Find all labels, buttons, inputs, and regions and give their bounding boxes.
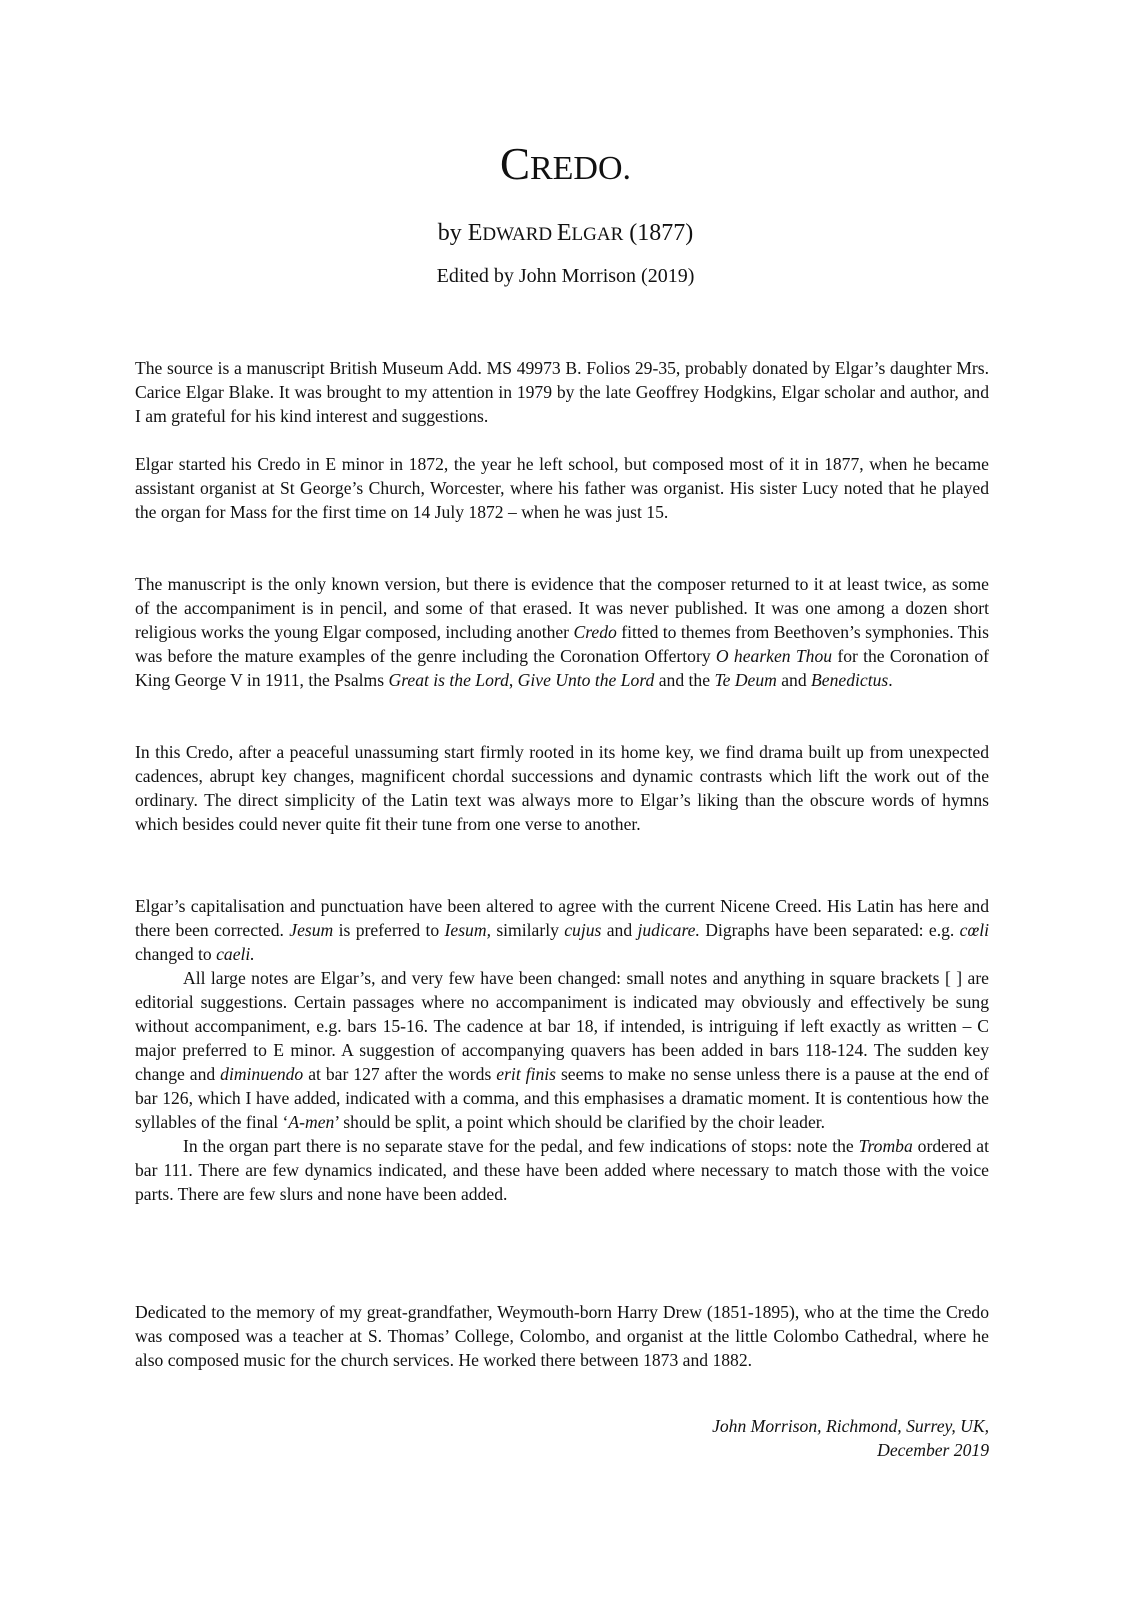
text-run: is preferred to bbox=[333, 920, 445, 940]
italic-title: Benedictus bbox=[811, 670, 889, 690]
text-run: and bbox=[601, 920, 638, 940]
italic-word: cœli bbox=[959, 920, 989, 940]
paragraph-text bbox=[135, 572, 989, 692]
paragraph-dedication bbox=[135, 1300, 989, 1372]
text-run: All large notes are Elgar’s, and very few have been changed: small notes and anything in square brackets [ ] are editorial suggestions. Certain passages where no accompaniment is indicated may obviously and effectively be sung without accompaniment, e.g. bars 15-16. The cadence at bar 18, if intended, is intriguing if left exactly as written – C major preferred to E minor. A suggestion of accompanying quavers has been added in bars 118-124. The sudden key change and bbox=[135, 968, 989, 1084]
text-run: for the Coronation of King George V in 1911, the Psalms bbox=[135, 646, 990, 690]
paragraph-text bbox=[135, 966, 989, 1134]
text-run: at bar 127 after the words bbox=[303, 1064, 497, 1084]
italic-word: judicare. bbox=[637, 920, 700, 940]
text-run: changed to bbox=[135, 944, 217, 964]
byline-first-initial: E bbox=[467, 220, 483, 246]
text-run: Digraphs have been separated: e.g. bbox=[699, 920, 960, 940]
text-run: , bbox=[508, 670, 518, 690]
italic-title: Great is the Lord bbox=[388, 670, 509, 690]
text-run: . bbox=[888, 670, 893, 690]
paragraph-text: Elgar started his Credo in E minor in 1872, the year he left school, but composed most of it in 1877, when he became assistant organist at St George’s Church, Worcester, where his father was organist. His sister Lucy noted that he played the organ for Mass for the first time on 14 July 1872 – when he was just 15. bbox=[135, 454, 989, 522]
text-run: In the organ part there is no separate stave for the pedal, and few indications of stops: note the bbox=[183, 1136, 859, 1156]
italic-word: cujus bbox=[564, 920, 602, 940]
italic-title: Te Deum bbox=[714, 670, 777, 690]
italic-title: Credo bbox=[573, 622, 617, 642]
italic-word: Iesum, bbox=[444, 920, 491, 940]
paragraph-analysis bbox=[135, 740, 989, 836]
italic-word: diminuendo bbox=[220, 1064, 304, 1084]
byline-first-rest: DWARD bbox=[482, 224, 557, 245]
title-rest: REDO. bbox=[529, 150, 632, 187]
text-run: fitted to themes from Beethoven’s symphonies. This was before the mature examples of the genre including the Coronation Offertory bbox=[135, 622, 989, 666]
italic-word: A-men bbox=[288, 1112, 335, 1132]
text-run: ’ should be split, a point which should be clarified by the choir leader. bbox=[334, 1112, 826, 1132]
byline-last-rest: LGAR bbox=[571, 224, 624, 245]
document-title bbox=[0, 138, 1131, 195]
paragraph-history bbox=[135, 452, 989, 524]
signature-date: December 2019 bbox=[877, 1440, 989, 1460]
text-run: and bbox=[776, 670, 812, 690]
paragraph-text: Dedicated to the memory of my great-grandfather, Weymouth-born Harry Drew (1851-1895), who at the time the Credo was composed was a teacher at S. Thomas’ College, Colombo, and organist at the little Colombo Cathedral, where he also composed music for the church services. He worked there between 1873 and 1882. bbox=[135, 1302, 989, 1370]
paragraph-text bbox=[135, 894, 989, 966]
title-initial: C bbox=[499, 139, 530, 189]
italic-word: Tromba bbox=[858, 1136, 913, 1156]
composer-byline bbox=[0, 218, 1131, 250]
editor-line: Edited by John Morrison (2019) bbox=[436, 265, 695, 287]
text-run: The manuscript is the only known version, but there is evidence that the composer returned to it at least twice, as some of the accompaniment is in pencil, and some of that erased. It was never published. It was one among a dozen short religious works the young Elgar composed, including another bbox=[135, 574, 989, 642]
text-run: and the bbox=[654, 670, 715, 690]
italic-word: Jesum bbox=[289, 920, 334, 940]
italic-word: caeli. bbox=[216, 944, 255, 964]
italic-title: O hearken Thou bbox=[715, 646, 833, 666]
byline-last-initial: E bbox=[556, 220, 572, 246]
text-run: similarly bbox=[490, 920, 565, 940]
byline-prefix: by bbox=[437, 220, 468, 246]
paragraph-editorial-notes bbox=[135, 894, 989, 1206]
paragraph-source bbox=[135, 356, 989, 428]
paragraph-manuscript bbox=[135, 572, 989, 692]
paragraph-text: In this Credo, after a peaceful unassuming start firmly rooted in its home key, we find drama built up from unexpected cadences, abrupt key changes, magnificent chordal successions and dynamic contrasts which lift the work out of the ordinary. The direct simplicity of the Latin text was always more to Elgar’s liking than the obscure words of hymns which besides could never quite fit their tune from one verse to another. bbox=[135, 742, 989, 834]
italic-word: erit finis bbox=[496, 1064, 556, 1084]
paragraph-text: The source is a manuscript British Museum Add. MS 49973 B. Folios 29-35, probably donated by Elgar’s daughter Mrs. Carice Elgar Blake. It was brought to my attention in 1979 by the late Geoffrey Hodgkins, Elgar scholar and author, and I am grateful for his kind interest and suggestions. bbox=[135, 358, 989, 426]
italic-title: Give Unto the Lord bbox=[517, 670, 655, 690]
signature-name-place: John Morrison, Richmond, Surrey, UK, bbox=[712, 1416, 989, 1436]
byline-year: (1877) bbox=[623, 220, 694, 246]
signature-block bbox=[712, 1414, 989, 1462]
text-run: seems to make no sense unless there is a pause at the end of bar 126, which I have added, indicated with a comma, and this emphasises a dramatic moment. It is contentious how the syllables of the final ‘ bbox=[135, 1064, 989, 1132]
text-run: Elgar’s capitalisation and punctuation have been altered to agree with the current Nicene Creed. His Latin has here and there been corrected. bbox=[135, 896, 989, 940]
paragraph-text bbox=[135, 1134, 989, 1206]
text-run: ordered at bar 111. There are few dynamics indicated, and these have been added where necessary to match those with the voice parts. There are few slurs and none have been added. bbox=[135, 1136, 989, 1204]
